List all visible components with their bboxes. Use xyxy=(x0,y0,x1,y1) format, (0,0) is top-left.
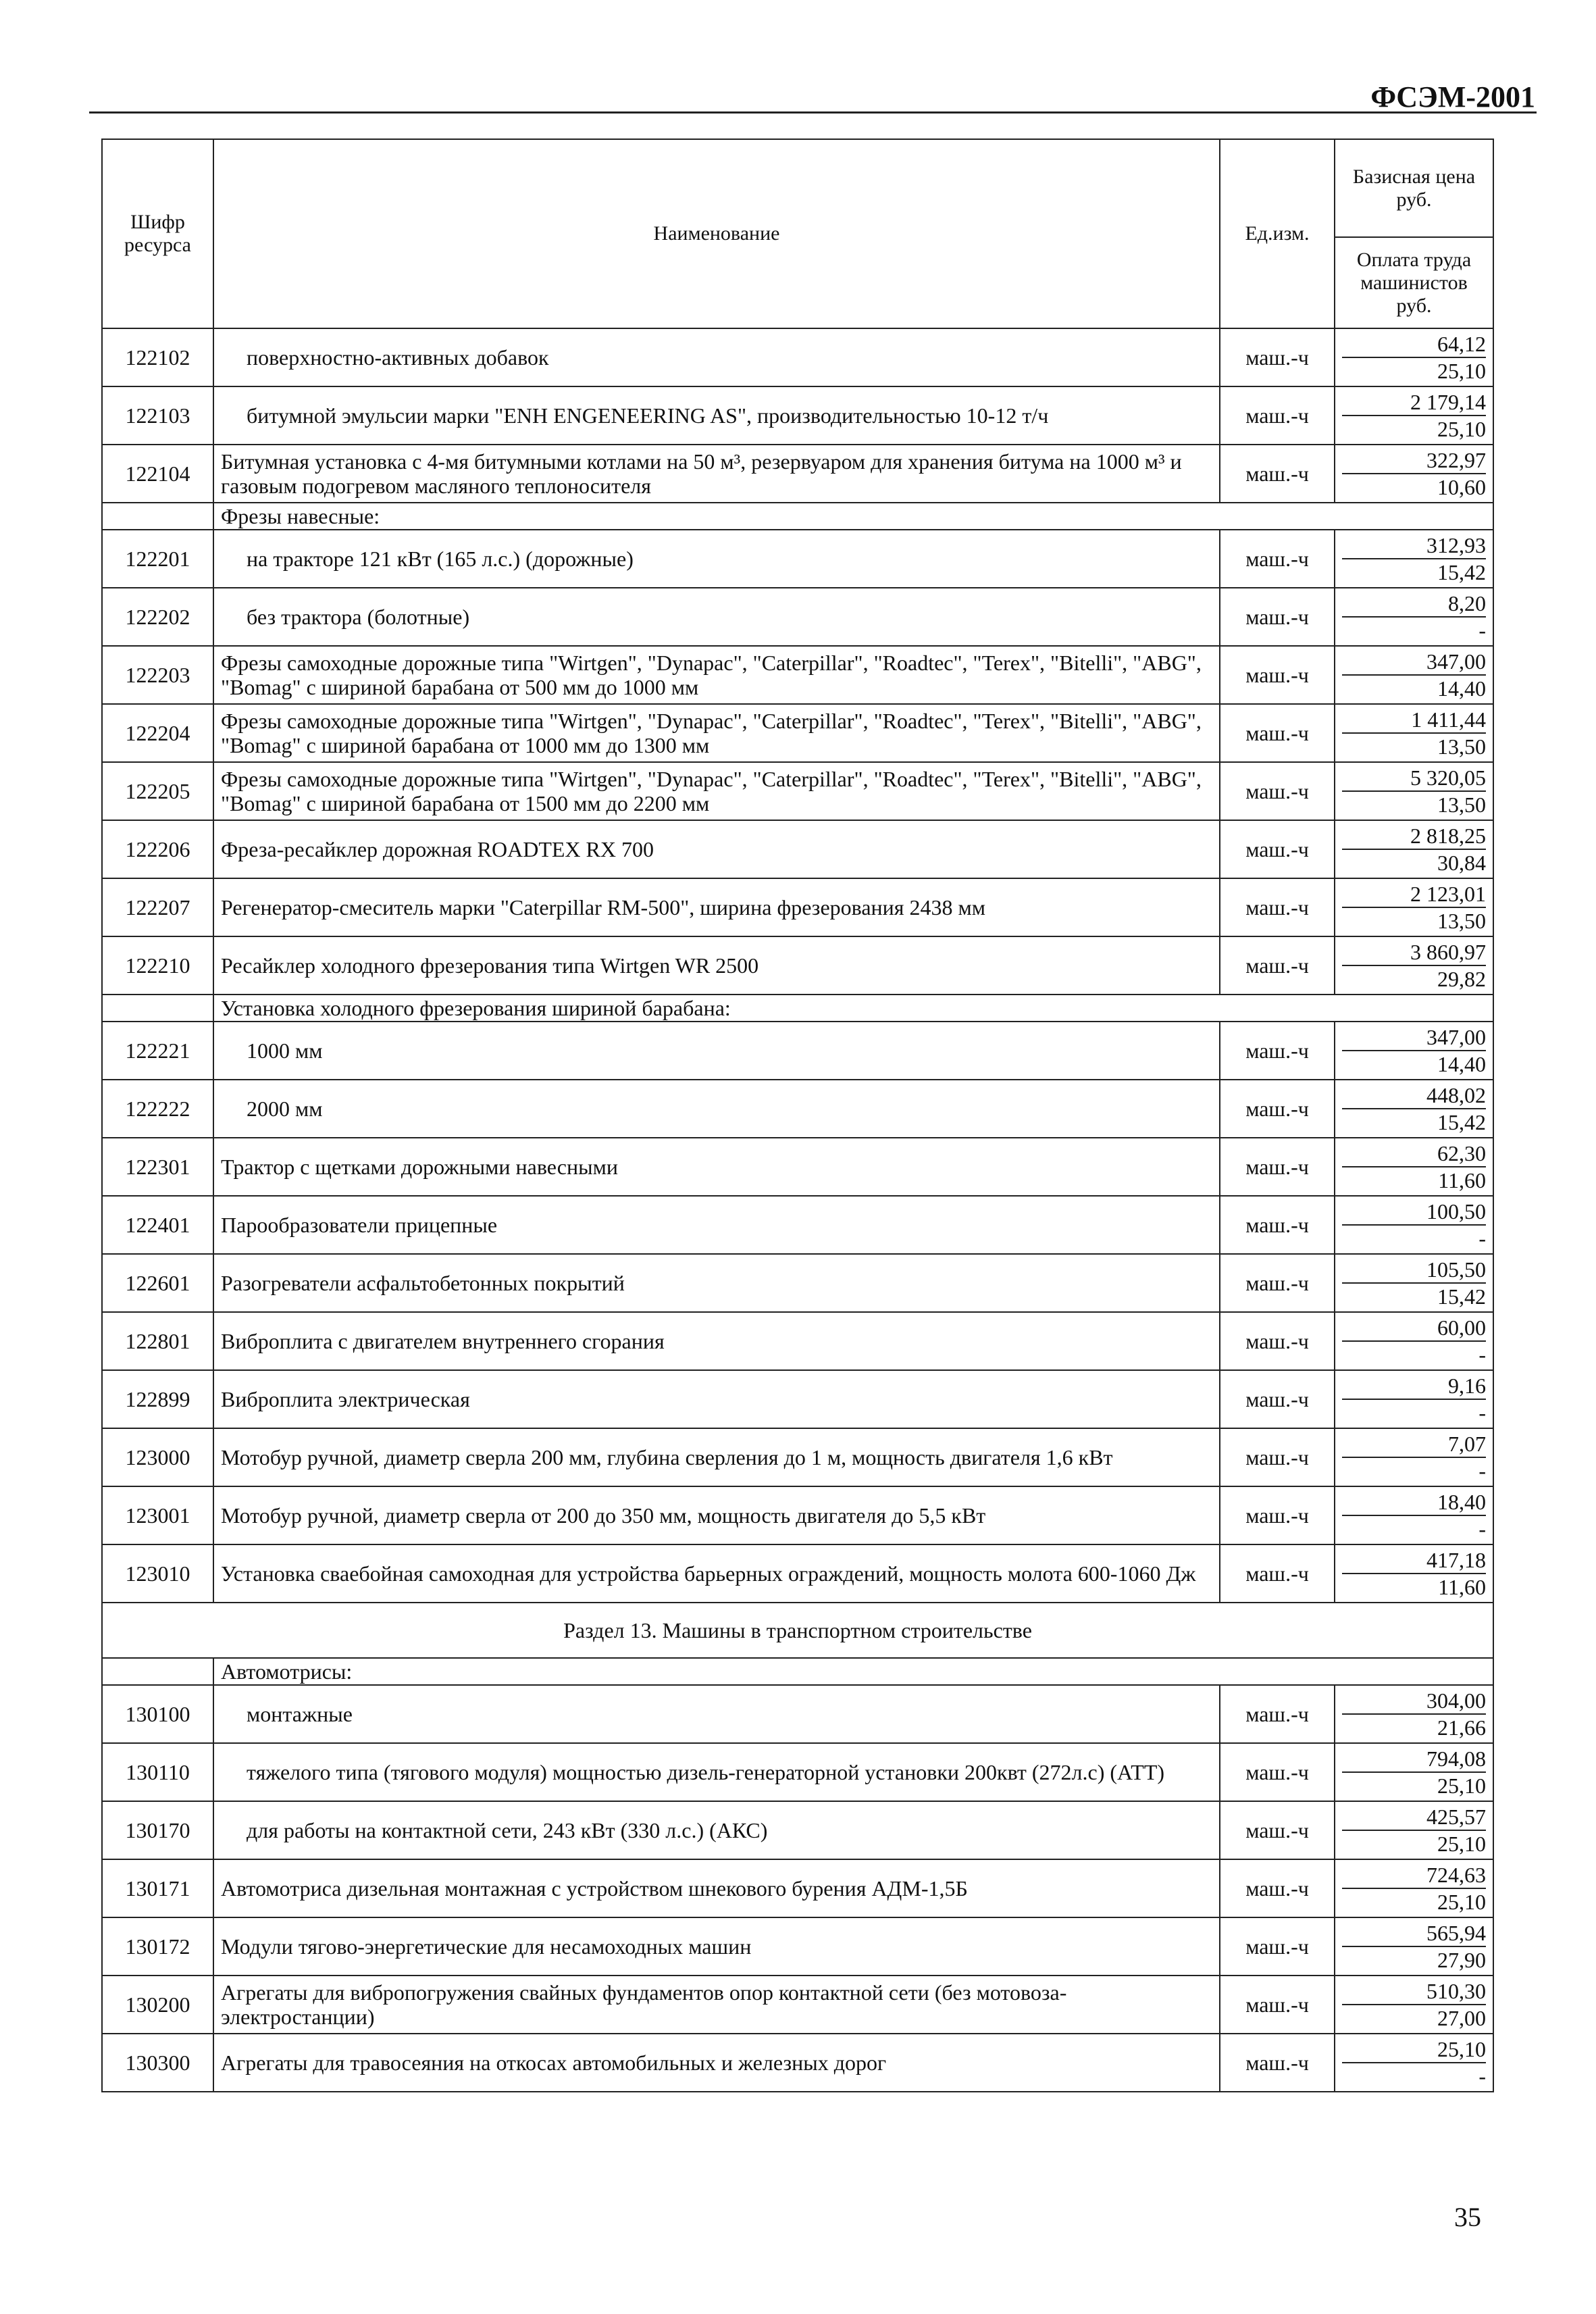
base-price: 100,50 xyxy=(1342,1199,1486,1226)
operator-wage: 25,10 xyxy=(1437,417,1486,441)
price-cell xyxy=(1335,1138,1493,1196)
base-price: 3 860,97 xyxy=(1342,939,1486,966)
price-cell xyxy=(1335,1486,1493,1544)
operator-wage: 25,10 xyxy=(1437,1890,1486,1914)
col-header-code: Шифр ресурса xyxy=(102,139,213,328)
base-price: 425,57 xyxy=(1342,1804,1486,1831)
table-row xyxy=(102,445,1493,503)
unit: маш.-ч xyxy=(1220,445,1335,503)
operator-wage: 29,82 xyxy=(1437,967,1486,991)
base-price: 18,40 xyxy=(1342,1489,1486,1516)
operator-wage: 13,50 xyxy=(1437,909,1486,933)
operator-wage: - xyxy=(1478,1401,1486,1425)
resource-name: Агрегаты для вибропогружения свайных фундаментов опор контактной сети (без мотовоза-электростанции) xyxy=(213,1976,1220,2034)
group-subheader: Фрезы навесные: xyxy=(213,503,1493,530)
unit: маш.-ч xyxy=(1220,1254,1335,1312)
resource-name: поверхностно-активных добавок xyxy=(213,328,1220,386)
resource-code: 122103 xyxy=(102,386,213,445)
price-cell xyxy=(1335,762,1493,820)
operator-wage: 25,10 xyxy=(1437,359,1486,383)
operator-wage: 27,00 xyxy=(1437,2006,1486,2030)
operator-wage: 13,50 xyxy=(1437,793,1486,817)
table-row xyxy=(102,1743,1493,1801)
operator-wage: 13,50 xyxy=(1437,734,1486,759)
price-cell xyxy=(1335,1685,1493,1743)
base-price: 25,10 xyxy=(1342,2036,1486,2063)
unit: маш.-ч xyxy=(1220,1196,1335,1254)
resource-code: 130172 xyxy=(102,1917,213,1976)
resource-code: 130110 xyxy=(102,1743,213,1801)
base-price: 347,00 xyxy=(1342,649,1486,676)
base-price: 304,00 xyxy=(1342,1688,1486,1715)
base-price: 2 179,14 xyxy=(1342,389,1486,416)
operator-wage: 25,10 xyxy=(1437,1832,1486,1856)
resource-code: 122401 xyxy=(102,1196,213,1254)
table-row xyxy=(102,1022,1493,1080)
resource-code: 122222 xyxy=(102,1080,213,1138)
page-number: 35 xyxy=(1454,2202,1481,2232)
resource-code: 122221 xyxy=(102,1022,213,1080)
base-price: 62,30 xyxy=(1342,1140,1486,1167)
table-row xyxy=(102,328,1493,386)
operator-wage: - xyxy=(1478,1226,1486,1251)
unit: маш.-ч xyxy=(1220,1976,1335,2034)
operator-wage: 15,42 xyxy=(1437,1110,1486,1134)
resource-code: 122201 xyxy=(102,530,213,588)
table-row xyxy=(102,1138,1493,1196)
resource-code: 122205 xyxy=(102,762,213,820)
resource-name: Фреза-ресайклер дорожная ROADTEX RX 700 xyxy=(213,820,1220,878)
unit: маш.-ч xyxy=(1220,704,1335,762)
resource-name: 2000 мм xyxy=(213,1080,1220,1138)
table-row xyxy=(102,1370,1493,1428)
operator-wage: 14,40 xyxy=(1437,676,1486,701)
resource-name: Виброплита с двигателем внутреннего сгорания xyxy=(213,1312,1220,1370)
subheader-code-cell xyxy=(102,995,213,1022)
table-row xyxy=(102,1196,1493,1254)
base-price: 9,16 xyxy=(1342,1373,1486,1400)
base-price: 312,93 xyxy=(1342,532,1486,559)
unit: маш.-ч xyxy=(1220,878,1335,936)
price-cell xyxy=(1335,878,1493,936)
operator-wage: 25,10 xyxy=(1437,1774,1486,1798)
document-code: ФСЭМ-2001 xyxy=(1370,80,1535,114)
col-header-price: Базисная цена руб. xyxy=(1335,139,1493,237)
group-subheader: Автомотрисы: xyxy=(213,1658,1493,1685)
unit: маш.-ч xyxy=(1220,1138,1335,1196)
resource-code: 122899 xyxy=(102,1370,213,1428)
group-subheader: Установка холодного фрезерования шириной барабана: xyxy=(213,995,1493,1022)
price-cell xyxy=(1335,1428,1493,1486)
unit: маш.-ч xyxy=(1220,1859,1335,1917)
resource-name: Мотобур ручной, диаметр сверла 200 мм, глубина сверления до 1 м, мощность двигателя 1,6 кВт xyxy=(213,1428,1220,1486)
resource-code: 130300 xyxy=(102,2034,213,2092)
resource-name: Фрезы самоходные дорожные типа "Wirtgen", "Dynapac", "Caterpillar", "Roadtec", "Terex", "Bitelli", "ABG", "Bomag" с шириной барабана от 1500 мм до 2200 мм xyxy=(213,762,1220,820)
resource-code: 123010 xyxy=(102,1544,213,1603)
table-row xyxy=(102,1976,1493,2034)
unit: маш.-ч xyxy=(1220,936,1335,995)
operator-wage: 11,60 xyxy=(1438,1168,1486,1192)
group-subheader-row xyxy=(102,503,1493,530)
table-row xyxy=(102,646,1493,704)
operator-wage: - xyxy=(1478,1517,1486,1541)
resource-code: 122210 xyxy=(102,936,213,995)
table-row xyxy=(102,936,1493,995)
operator-wage: 21,66 xyxy=(1437,1715,1486,1740)
resource-name: на тракторе 121 кВт (165 л.с.) (дорожные) xyxy=(213,530,1220,588)
operator-wage: - xyxy=(1478,1342,1486,1367)
resource-name: без трактора (болотные) xyxy=(213,588,1220,646)
unit: маш.-ч xyxy=(1220,2034,1335,2092)
table-row xyxy=(102,878,1493,936)
resource-name: Ресайклер холодного фрезерования типа Wirtgen WR 2500 xyxy=(213,936,1220,995)
price-cell xyxy=(1335,646,1493,704)
resource-name: Разогреватели асфальтобетонных покрытий xyxy=(213,1254,1220,1312)
unit: маш.-ч xyxy=(1220,1370,1335,1428)
base-price: 724,63 xyxy=(1342,1862,1486,1889)
price-cell xyxy=(1335,530,1493,588)
resource-name: Трактор с щетками дорожными навесными xyxy=(213,1138,1220,1196)
price-cell xyxy=(1335,1976,1493,2034)
unit: маш.-ч xyxy=(1220,1743,1335,1801)
table-row xyxy=(102,1801,1493,1859)
resource-name: 1000 мм xyxy=(213,1022,1220,1080)
resource-name: Установка сваебойная самоходная для устройства барьерных ограждений, мощность молота 600-1060 Дж xyxy=(213,1544,1220,1603)
resource-code: 122204 xyxy=(102,704,213,762)
col-header-wage: Оплата труда машинистов руб. xyxy=(1335,237,1493,328)
resource-name: Мотобур ручной, диаметр сверла от 200 до 350 мм, мощность двигателя до 5,5 кВт xyxy=(213,1486,1220,1544)
resource-name: Парообразователи прицепные xyxy=(213,1196,1220,1254)
unit: маш.-ч xyxy=(1220,762,1335,820)
resource-code: 123001 xyxy=(102,1486,213,1544)
resource-name: для работы на контактной сети, 243 кВт (330 л.с.) (АКС) xyxy=(213,1801,1220,1859)
operator-wage: 10,60 xyxy=(1437,475,1486,499)
base-price: 565,94 xyxy=(1342,1920,1486,1947)
col-header-unit: Ед.изм. xyxy=(1220,139,1335,328)
operator-wage: - xyxy=(1478,2064,1486,2088)
base-price: 7,07 xyxy=(1342,1431,1486,1458)
resource-code: 122301 xyxy=(102,1138,213,1196)
resource-name: Битумная установка с 4-мя битумными котлами на 50 м³, резервуаром для хранения битума на 1000 м³ и газовым подогревом масляного теплоносителя xyxy=(213,445,1220,503)
group-subheader-row xyxy=(102,995,1493,1022)
price-cell xyxy=(1335,1544,1493,1603)
price-cell xyxy=(1335,936,1493,995)
table-row xyxy=(102,1917,1493,1976)
base-price: 5 320,05 xyxy=(1342,765,1486,792)
resource-code: 122104 xyxy=(102,445,213,503)
table-row xyxy=(102,1428,1493,1486)
table-row xyxy=(102,762,1493,820)
price-cell xyxy=(1335,1743,1493,1801)
unit: маш.-ч xyxy=(1220,588,1335,646)
resource-code: 122102 xyxy=(102,328,213,386)
price-cell xyxy=(1335,2034,1493,2092)
price-cell xyxy=(1335,820,1493,878)
price-cell xyxy=(1335,1370,1493,1428)
table-row xyxy=(102,1080,1493,1138)
resource-code: 122207 xyxy=(102,878,213,936)
unit: маш.-ч xyxy=(1220,1486,1335,1544)
base-price: 105,50 xyxy=(1342,1257,1486,1284)
subheader-code-cell xyxy=(102,1658,213,1685)
operator-wage: 14,40 xyxy=(1437,1052,1486,1076)
unit: маш.-ч xyxy=(1220,1801,1335,1859)
resource-name: тяжелого типа (тягового модуля) мощностью дизель-генераторной установки 200квт (272л.с) (АТТ) xyxy=(213,1743,1220,1801)
base-price: 64,12 xyxy=(1342,331,1486,358)
base-price: 2 818,25 xyxy=(1342,823,1486,850)
table-row xyxy=(102,1312,1493,1370)
resource-name: Фрезы самоходные дорожные типа "Wirtgen", "Dynapac", "Caterpillar", "Roadtec", "Terex", "Bitelli", "ABG", "Bomag" с шириной барабана от 1000 мм до 1300 мм xyxy=(213,704,1220,762)
price-cell xyxy=(1335,1080,1493,1138)
price-cell xyxy=(1335,588,1493,646)
price-cell xyxy=(1335,1312,1493,1370)
price-cell xyxy=(1335,1254,1493,1312)
resource-code: 123000 xyxy=(102,1428,213,1486)
price-cell xyxy=(1335,704,1493,762)
section-title: Раздел 13. Машины в транспортном строительстве xyxy=(102,1603,1493,1658)
resource-name: Модули тягово-энергетические для несамоходных машин xyxy=(213,1917,1220,1976)
table-row xyxy=(102,588,1493,646)
unit: маш.-ч xyxy=(1220,646,1335,704)
header-rule xyxy=(89,111,1537,114)
base-price: 322,97 xyxy=(1342,447,1486,474)
unit: маш.-ч xyxy=(1220,820,1335,878)
base-price: 448,02 xyxy=(1342,1082,1486,1109)
table-row xyxy=(102,2034,1493,2092)
operator-wage: - xyxy=(1478,1459,1486,1483)
resource-code: 122801 xyxy=(102,1312,213,1370)
price-cell xyxy=(1335,386,1493,445)
table-row xyxy=(102,530,1493,588)
unit: маш.-ч xyxy=(1220,1312,1335,1370)
base-price: 347,00 xyxy=(1342,1024,1486,1051)
unit: маш.-ч xyxy=(1220,1544,1335,1603)
resource-code: 122202 xyxy=(102,588,213,646)
resource-name: Автомотриса дизельная монтажная с устройством шнекового бурения АДМ-1,5Б xyxy=(213,1859,1220,1917)
base-price: 2 123,01 xyxy=(1342,881,1486,908)
resource-name: Виброплита электрическая xyxy=(213,1370,1220,1428)
resource-name: битумной эмульсии марки "ENH ENGENEERING AS", производительностью 10-12 т/ч xyxy=(213,386,1220,445)
table-row xyxy=(102,704,1493,762)
unit: маш.-ч xyxy=(1220,386,1335,445)
price-cell xyxy=(1335,1801,1493,1859)
resource-code: 122601 xyxy=(102,1254,213,1312)
price-cell xyxy=(1335,328,1493,386)
base-price: 60,00 xyxy=(1342,1315,1486,1342)
resource-code: 130100 xyxy=(102,1685,213,1743)
unit: маш.-ч xyxy=(1220,1917,1335,1976)
price-cell xyxy=(1335,1022,1493,1080)
resource-name: монтажные xyxy=(213,1685,1220,1743)
table-row xyxy=(102,1254,1493,1312)
operator-wage: - xyxy=(1478,618,1486,643)
unit: маш.-ч xyxy=(1220,1428,1335,1486)
section-title-row xyxy=(102,1603,1493,1658)
base-price: 510,30 xyxy=(1342,1978,1486,2005)
resource-name: Агрегаты для травосеяния на откосах автомобильных и железных дорог xyxy=(213,2034,1220,2092)
col-header-name: Наименование xyxy=(213,139,1220,328)
operator-wage: 15,42 xyxy=(1437,1284,1486,1309)
operator-wage: 30,84 xyxy=(1437,851,1486,875)
resource-table xyxy=(101,139,1494,2092)
operator-wage: 27,90 xyxy=(1437,1948,1486,1972)
base-price: 417,18 xyxy=(1342,1547,1486,1574)
base-price: 1 411,44 xyxy=(1342,707,1486,734)
resource-code: 130170 xyxy=(102,1801,213,1859)
resource-code: 130171 xyxy=(102,1859,213,1917)
table-row xyxy=(102,386,1493,445)
table-row xyxy=(102,1685,1493,1743)
table-row xyxy=(102,820,1493,878)
group-subheader-row xyxy=(102,1658,1493,1685)
resource-code: 122203 xyxy=(102,646,213,704)
price-cell xyxy=(1335,445,1493,503)
resource-name: Фрезы самоходные дорожные типа "Wirtgen", "Dynapac", "Caterpillar", "Roadtec", "Terex", "Bitelli", "ABG", "Bomag" с шириной барабана от 500 мм до 1000 мм xyxy=(213,646,1220,704)
operator-wage: 11,60 xyxy=(1438,1575,1486,1599)
price-cell xyxy=(1335,1917,1493,1976)
subheader-code-cell xyxy=(102,503,213,530)
table-body xyxy=(102,328,1493,2092)
unit: маш.-ч xyxy=(1220,1685,1335,1743)
unit: маш.-ч xyxy=(1220,530,1335,588)
operator-wage: 15,42 xyxy=(1437,560,1486,584)
price-cell xyxy=(1335,1196,1493,1254)
unit: маш.-ч xyxy=(1220,328,1335,386)
base-price: 8,20 xyxy=(1342,590,1486,618)
base-price: 794,08 xyxy=(1342,1746,1486,1773)
resource-code: 130200 xyxy=(102,1976,213,2034)
resource-code: 122206 xyxy=(102,820,213,878)
resource-name: Регенератор-смеситель марки "Caterpillar RM-500", ширина фрезерования 2438 мм xyxy=(213,878,1220,936)
unit: маш.-ч xyxy=(1220,1022,1335,1080)
table-row xyxy=(102,1486,1493,1544)
table-row xyxy=(102,1859,1493,1917)
unit: маш.-ч xyxy=(1220,1080,1335,1138)
table-row xyxy=(102,1544,1493,1603)
price-cell xyxy=(1335,1859,1493,1917)
